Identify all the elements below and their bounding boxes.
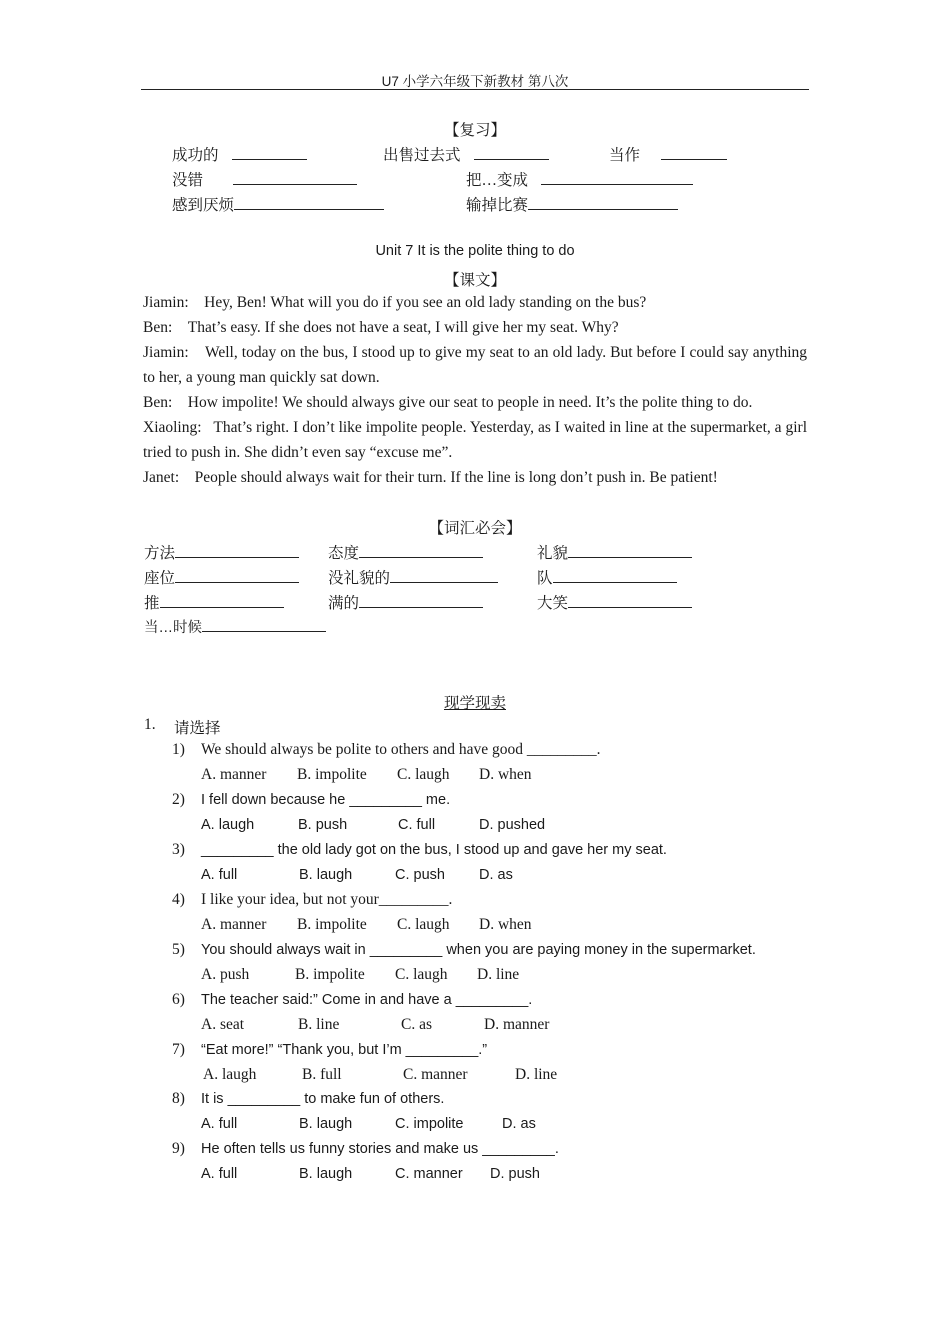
answer-blank[interactable] [661,144,727,160]
vocab-item: 方法 [144,541,299,563]
vocab-item: 当…时候 [144,616,326,637]
vocab-item: 没礼貌的 [328,566,498,588]
question-number: 7) [172,1041,185,1058]
answer-blank[interactable] [359,592,483,608]
question-text: He often tells us funny stories and make us _________. [201,1141,559,1157]
question-text: _________ the old lady got on the bus, I stood up and gave her my seat. [201,842,667,858]
vocab-item: 队 [537,566,677,588]
option-b[interactable]: B. laugh [299,1116,353,1132]
option-c[interactable]: C. laugh [397,916,450,933]
review-heading: 【复习】 [443,122,506,139]
option-d[interactable]: D. line [515,1066,558,1083]
question-number: 9) [172,1140,185,1157]
question-text: I fell down because he _________ me. [201,792,451,808]
option-a[interactable]: A. laugh [203,1066,257,1083]
answer-blank[interactable] [474,144,549,160]
lesson-heading: 【课文】 [443,272,506,289]
review-item: 当作 [609,143,727,165]
dialogue-line: Janet: People should always wait for their turn. If the line is long don’t push in. Be patient! [143,469,718,486]
answer-blank[interactable] [175,567,299,583]
answer-blank[interactable] [160,592,284,608]
section-number: 1. [144,716,156,733]
answer-blank[interactable] [390,567,498,583]
section-label: 请选择 [174,720,221,737]
review-item: 没错 [172,168,357,190]
question-text: “Eat more!” “Thank you, but I’m _________.” [201,1042,488,1058]
option-b[interactable]: B. impolite [297,916,367,933]
option-b[interactable]: B. full [302,1066,342,1083]
vocab-item: 推 [144,591,284,613]
question-number: 3) [172,841,185,858]
option-a[interactable]: A. manner [201,766,267,783]
option-d[interactable]: D. line [477,966,520,983]
question-number: 2) [172,791,185,808]
question-number: 5) [172,941,185,958]
vocab-item: 满的 [328,591,483,613]
option-a[interactable]: A. seat [201,1016,245,1033]
unit-title: Unit 7 It is the polite thing to do [375,243,575,259]
question-number: 8) [172,1090,185,1107]
option-a[interactable]: A. manner [201,916,267,933]
dialogue-line: Jiamin: Hey, Ben! What will you do if you see an old lady standing on the bus? [143,294,647,311]
question-number: 4) [172,891,185,908]
option-c[interactable]: C. impolite [395,1116,464,1132]
question-text: We should always be polite to others and have good _________. [201,741,601,758]
question-text: It is _________ to make fun of others. [201,1091,445,1107]
option-c[interactable]: C. laugh [397,766,450,783]
review-item: 输掉比赛 [466,193,678,215]
answer-blank[interactable] [568,542,692,558]
vocab-item: 态度 [328,541,483,563]
option-d[interactable]: D. push [490,1166,540,1182]
option-b[interactable]: B. push [298,817,348,833]
option-a[interactable]: A. laugh [201,817,255,833]
question-text: I like your idea, but not your_________. [201,891,453,908]
question-number: 1) [172,741,185,758]
review-item: 成功的 [172,143,307,165]
answer-blank[interactable] [233,169,357,185]
review-item: 出售过去式 [383,143,549,165]
dialogue-line: Ben: That’s easy. If she does not have a seat, I will give her my seat. Why? [143,319,619,336]
answer-blank[interactable] [202,616,326,632]
answer-blank[interactable] [568,592,692,608]
option-c[interactable]: C. laugh [395,966,448,983]
option-b[interactable]: B. impolite [297,766,367,783]
review-item: 把…变成 [466,168,693,190]
vocab-item: 座位 [144,566,299,588]
question-text: You should always wait in _________ when you are paying money in the supermarket. [201,942,756,958]
answer-blank[interactable] [234,194,384,210]
option-d[interactable]: D. pushed [479,817,546,833]
option-a[interactable]: A. push [201,966,250,983]
option-c[interactable]: C. full [398,817,436,833]
answer-blank[interactable] [541,169,693,185]
option-d[interactable]: D. when [479,916,532,933]
option-c[interactable]: C. manner [403,1066,468,1083]
option-a[interactable]: A. full [201,1116,238,1132]
answer-blank[interactable] [528,194,678,210]
vocab-heading: 【词汇必会】 [428,520,522,537]
option-d[interactable]: D. as [479,867,513,883]
option-a[interactable]: A. full [201,1166,238,1182]
answer-blank[interactable] [175,542,299,558]
option-d[interactable]: D. as [502,1116,536,1132]
page-header [141,70,809,90]
option-c[interactable]: C. manner [395,1166,463,1182]
option-b[interactable]: B. laugh [299,1166,353,1182]
header-title: U7 小学六年级下新教材 第八次 [381,74,569,89]
vocab-item: 礼貌 [537,541,692,563]
vocab-item: 大笑 [537,591,692,613]
answer-blank[interactable] [553,567,677,583]
review-item: 感到厌烦 [172,193,384,215]
option-a[interactable]: A. full [201,867,238,883]
answer-blank[interactable] [232,144,307,160]
option-c[interactable]: C. push [395,867,445,883]
answer-blank[interactable] [359,542,483,558]
option-b[interactable]: B. impolite [295,966,365,983]
dialogue-line: Ben: How impolite! We should always give our seat to people in need. It’s the polite thing to do. [143,394,753,411]
option-d[interactable]: D. when [479,766,532,783]
dialogue [143,290,807,490]
option-c[interactable]: C. as [401,1016,432,1033]
option-b[interactable]: B. line [298,1016,340,1033]
option-d[interactable]: D. manner [484,1016,550,1033]
option-b[interactable]: B. laugh [299,867,353,883]
practice-title: 现学现卖 [443,695,506,712]
dialogue-line: Xiaoling: That’s right. I don’t like impolite people. Yesterday, as I waited in line at the supermarket, a girl tried to push in. She didn’t even say “excuse me”. [143,419,808,461]
question-number: 6) [172,991,185,1008]
question-text: The teacher said:” Come in and have a _________. [201,992,533,1008]
dialogue-line: Jiamin: Well, today on the bus, I stood up to give my seat to an old lady. But before I could say anything to her, a young man quickly sat down. [143,344,807,386]
